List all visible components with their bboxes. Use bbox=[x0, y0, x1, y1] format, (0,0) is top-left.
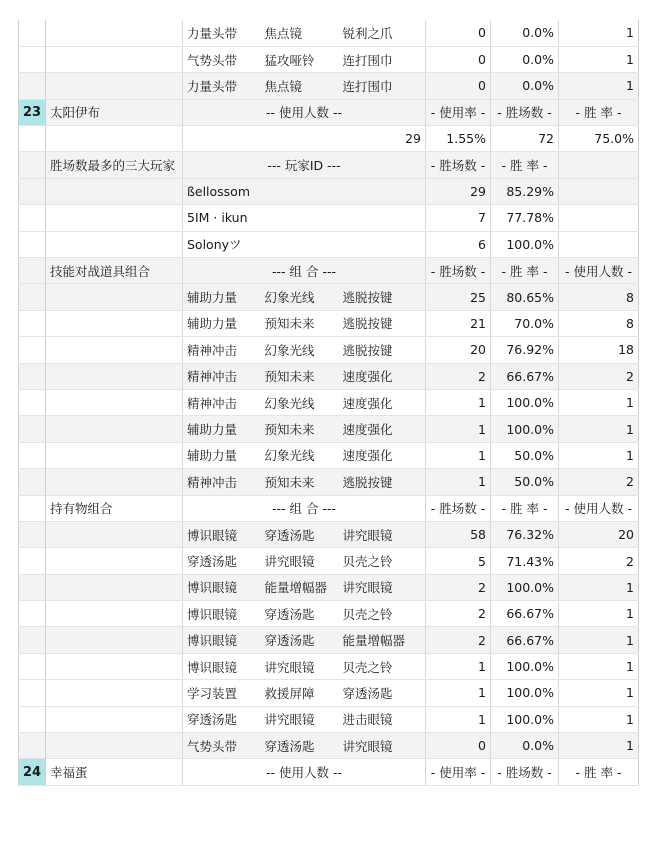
data-cell: 100.0% bbox=[491, 574, 559, 600]
item-cell: 逃脱按键 bbox=[339, 469, 426, 495]
column-header: - 使用人数 - bbox=[559, 258, 639, 284]
item-cell: 讲究眼镜 bbox=[261, 706, 339, 732]
table-row bbox=[19, 73, 639, 99]
data-cell: 1 bbox=[426, 442, 491, 468]
section-label bbox=[46, 363, 183, 389]
section-label: 技能对战道具组合 bbox=[46, 258, 183, 284]
row-number bbox=[19, 574, 46, 600]
item-cell: 学习装置 bbox=[183, 680, 261, 706]
data-cell: 58 bbox=[426, 521, 491, 547]
row-number bbox=[19, 733, 46, 759]
data-cell: 1 bbox=[559, 389, 639, 415]
column-header: - 胜场数 - bbox=[426, 152, 491, 178]
item-cell: 预知未来 bbox=[261, 469, 339, 495]
item-cell: 速度强化 bbox=[339, 416, 426, 442]
data-cell: 20 bbox=[426, 337, 491, 363]
table-row bbox=[19, 205, 639, 231]
item-cell: 焦点镜 bbox=[261, 73, 339, 99]
data-cell: 0.0% bbox=[491, 46, 559, 72]
item-cell: 精神冲击 bbox=[183, 337, 261, 363]
item-cell: 讲究眼镜 bbox=[339, 574, 426, 600]
row-number bbox=[19, 416, 46, 442]
item-cell: 预知未来 bbox=[261, 310, 339, 336]
column-header: - 胜 率 - bbox=[559, 99, 639, 125]
player-id: Solonyツ bbox=[183, 231, 426, 257]
data-cell: 1 bbox=[559, 442, 639, 468]
row-number: 23 bbox=[19, 99, 46, 125]
row-number bbox=[19, 495, 46, 521]
table-row bbox=[19, 601, 639, 627]
data-cell: 29 bbox=[426, 178, 491, 204]
data-cell: 1 bbox=[426, 680, 491, 706]
column-header: - 胜场数 - bbox=[491, 99, 559, 125]
item-cell: 气势头带 bbox=[183, 733, 261, 759]
item-cell: 速度强化 bbox=[339, 442, 426, 468]
player-id: 5IM · ikun bbox=[183, 205, 426, 231]
table-row bbox=[19, 46, 639, 72]
item-cell: 讲究眼镜 bbox=[261, 653, 339, 679]
data-cell: 5 bbox=[426, 548, 491, 574]
section-label bbox=[46, 73, 183, 99]
table-row bbox=[19, 574, 639, 600]
item-cell: 幻象光线 bbox=[261, 389, 339, 415]
item-cell: 气势头带 bbox=[183, 46, 261, 72]
section-label bbox=[46, 126, 183, 152]
row-number bbox=[19, 469, 46, 495]
data-cell: 100.0% bbox=[491, 389, 559, 415]
table-row bbox=[19, 126, 639, 152]
table-row bbox=[19, 680, 639, 706]
section-label bbox=[46, 310, 183, 336]
data-cell: 21 bbox=[426, 310, 491, 336]
data-cell: 100.0% bbox=[491, 680, 559, 706]
row-number bbox=[19, 284, 46, 310]
data-cell: 1 bbox=[426, 389, 491, 415]
table-row bbox=[19, 20, 639, 46]
row-number bbox=[19, 601, 46, 627]
item-cell: 辅助力量 bbox=[183, 310, 261, 336]
item-cell: 辅助力量 bbox=[183, 284, 261, 310]
item-cell: 幻象光线 bbox=[261, 442, 339, 468]
data-cell: 70.0% bbox=[491, 310, 559, 336]
item-cell: 博识眼镜 bbox=[183, 601, 261, 627]
column-header: - 胜 率 - bbox=[491, 258, 559, 284]
column-header bbox=[559, 152, 639, 178]
data-cell: 1 bbox=[426, 469, 491, 495]
section-label bbox=[46, 548, 183, 574]
item-cell: 连打围巾 bbox=[339, 46, 426, 72]
section-label bbox=[46, 389, 183, 415]
section-label: 胜场数最多的三大玩家 bbox=[46, 152, 183, 178]
table-row bbox=[19, 416, 639, 442]
data-cell: 1 bbox=[559, 706, 639, 732]
data-cell: 76.92% bbox=[491, 337, 559, 363]
item-cell: 精神冲击 bbox=[183, 469, 261, 495]
item-cell: 讲究眼镜 bbox=[339, 733, 426, 759]
row-number bbox=[19, 178, 46, 204]
table-row bbox=[19, 733, 639, 759]
data-cell: 0.0% bbox=[491, 73, 559, 99]
data-cell: 1 bbox=[559, 574, 639, 600]
item-cell: 辅助力量 bbox=[183, 442, 261, 468]
data-cell: 76.32% bbox=[491, 521, 559, 547]
item-cell: 逃脱按键 bbox=[339, 337, 426, 363]
data-cell: 66.67% bbox=[491, 363, 559, 389]
section-label bbox=[46, 205, 183, 231]
data-cell: 18 bbox=[559, 337, 639, 363]
table-row bbox=[19, 152, 639, 178]
data-cell: 1 bbox=[559, 73, 639, 99]
data-cell: 1 bbox=[426, 706, 491, 732]
column-header: - 胜 率 - bbox=[491, 495, 559, 521]
row-number bbox=[19, 363, 46, 389]
column-header: --- 组 合 --- bbox=[183, 258, 426, 284]
item-cell: 穿透汤匙 bbox=[261, 627, 339, 653]
row-number bbox=[19, 20, 46, 46]
data-cell: 1 bbox=[559, 20, 639, 46]
item-cell: 贝壳之铃 bbox=[339, 601, 426, 627]
row-number bbox=[19, 548, 46, 574]
data-cell: 0 bbox=[426, 73, 491, 99]
section-label: 持有物组合 bbox=[46, 495, 183, 521]
column-header: - 胜场数 - bbox=[426, 495, 491, 521]
table-row bbox=[19, 521, 639, 547]
section-label bbox=[46, 733, 183, 759]
data-cell: 66.67% bbox=[491, 601, 559, 627]
column-header: - 胜 率 - bbox=[491, 152, 559, 178]
table-row bbox=[19, 389, 639, 415]
data-cell: 75.0% bbox=[559, 126, 639, 152]
data-cell: 29 bbox=[183, 126, 426, 152]
column-header: - 胜 率 - bbox=[559, 759, 639, 785]
section-label bbox=[46, 601, 183, 627]
data-cell: 1 bbox=[559, 416, 639, 442]
data-cell: 0 bbox=[426, 733, 491, 759]
row-number bbox=[19, 653, 46, 679]
item-cell: 穿透汤匙 bbox=[183, 706, 261, 732]
data-cell bbox=[559, 178, 639, 204]
data-cell: 2 bbox=[426, 574, 491, 600]
data-cell: 72 bbox=[491, 126, 559, 152]
data-cell: 1 bbox=[559, 627, 639, 653]
row-number bbox=[19, 126, 46, 152]
section-label: 幸福蛋 bbox=[46, 759, 183, 785]
column-header: - 使用人数 - bbox=[559, 495, 639, 521]
row-number bbox=[19, 310, 46, 336]
table-row bbox=[19, 310, 639, 336]
item-cell: 辅助力量 bbox=[183, 416, 261, 442]
data-cell: 8 bbox=[559, 284, 639, 310]
column-header: --- 组 合 --- bbox=[183, 495, 426, 521]
section-label bbox=[46, 521, 183, 547]
data-cell: 1 bbox=[559, 733, 639, 759]
column-header: -- 使用人数 -- bbox=[183, 759, 426, 785]
data-cell: 0.0% bbox=[491, 733, 559, 759]
row-number bbox=[19, 521, 46, 547]
row-number bbox=[19, 706, 46, 732]
table-row bbox=[19, 627, 639, 653]
row-number: 24 bbox=[19, 759, 46, 785]
table-row bbox=[19, 759, 639, 785]
data-cell bbox=[559, 205, 639, 231]
item-cell: 锐利之爪 bbox=[339, 20, 426, 46]
section-label bbox=[46, 284, 183, 310]
item-cell: 连打围巾 bbox=[339, 73, 426, 99]
stats-sheet bbox=[18, 20, 639, 786]
data-cell: 2 bbox=[426, 601, 491, 627]
item-cell: 预知未来 bbox=[261, 416, 339, 442]
column-header: - 胜场数 - bbox=[426, 258, 491, 284]
item-cell: 幻象光线 bbox=[261, 337, 339, 363]
data-cell: 80.65% bbox=[491, 284, 559, 310]
data-cell: 0 bbox=[426, 20, 491, 46]
item-cell: 逃脱按键 bbox=[339, 310, 426, 336]
item-cell: 力量头带 bbox=[183, 73, 261, 99]
section-label bbox=[46, 337, 183, 363]
row-number bbox=[19, 442, 46, 468]
data-cell: 8 bbox=[559, 310, 639, 336]
data-cell: 85.29% bbox=[491, 178, 559, 204]
item-cell: 博识眼镜 bbox=[183, 521, 261, 547]
table-row bbox=[19, 548, 639, 574]
table-row bbox=[19, 706, 639, 732]
data-cell: 2 bbox=[559, 469, 639, 495]
row-number bbox=[19, 258, 46, 284]
item-cell: 焦点镜 bbox=[261, 20, 339, 46]
item-cell: 穿透汤匙 bbox=[261, 521, 339, 547]
section-label bbox=[46, 653, 183, 679]
data-cell: 50.0% bbox=[491, 469, 559, 495]
data-cell: 2 bbox=[426, 627, 491, 653]
item-cell: 逃脱按键 bbox=[339, 284, 426, 310]
data-cell: 1 bbox=[559, 46, 639, 72]
table-row bbox=[19, 178, 639, 204]
data-cell: 0.0% bbox=[491, 20, 559, 46]
item-cell: 博识眼镜 bbox=[183, 574, 261, 600]
data-cell: 66.67% bbox=[491, 627, 559, 653]
item-cell: 精神冲击 bbox=[183, 389, 261, 415]
section-label bbox=[46, 574, 183, 600]
row-number bbox=[19, 680, 46, 706]
item-cell: 精神冲击 bbox=[183, 363, 261, 389]
table-row bbox=[19, 495, 639, 521]
column-header: - 胜场数 - bbox=[491, 759, 559, 785]
item-cell: 穿透汤匙 bbox=[183, 548, 261, 574]
item-cell: 预知未来 bbox=[261, 363, 339, 389]
data-cell: 100.0% bbox=[491, 416, 559, 442]
data-cell: 0 bbox=[426, 46, 491, 72]
row-number bbox=[19, 205, 46, 231]
table-row bbox=[19, 337, 639, 363]
item-cell: 进击眼镜 bbox=[339, 706, 426, 732]
data-cell: 1.55% bbox=[426, 126, 491, 152]
section-label bbox=[46, 627, 183, 653]
item-cell: 速度强化 bbox=[339, 389, 426, 415]
data-cell: 1 bbox=[559, 601, 639, 627]
row-number bbox=[19, 46, 46, 72]
data-cell: 1 bbox=[559, 680, 639, 706]
section-label bbox=[46, 469, 183, 495]
data-cell: 100.0% bbox=[491, 231, 559, 257]
data-cell: 1 bbox=[426, 416, 491, 442]
row-number bbox=[19, 389, 46, 415]
section-label bbox=[46, 416, 183, 442]
item-cell: 讲究眼镜 bbox=[261, 548, 339, 574]
section-label bbox=[46, 231, 183, 257]
table-row bbox=[19, 469, 639, 495]
column-header: - 使用率 - bbox=[426, 759, 491, 785]
section-label bbox=[46, 442, 183, 468]
data-cell: 50.0% bbox=[491, 442, 559, 468]
column-header: -- 使用人数 -- bbox=[183, 99, 426, 125]
item-cell: 穿透汤匙 bbox=[339, 680, 426, 706]
row-number bbox=[19, 152, 46, 178]
item-cell: 穿透汤匙 bbox=[261, 733, 339, 759]
item-cell: 猛攻哑铃 bbox=[261, 46, 339, 72]
data-cell bbox=[559, 231, 639, 257]
item-cell: 力量头带 bbox=[183, 20, 261, 46]
data-cell: 100.0% bbox=[491, 706, 559, 732]
table-row bbox=[19, 284, 639, 310]
item-cell: 幻象光线 bbox=[261, 284, 339, 310]
section-label bbox=[46, 46, 183, 72]
item-cell: 救援屏障 bbox=[261, 680, 339, 706]
item-cell: 速度强化 bbox=[339, 363, 426, 389]
row-number bbox=[19, 73, 46, 99]
item-cell: 贝壳之铃 bbox=[339, 653, 426, 679]
item-cell: 贝壳之铃 bbox=[339, 548, 426, 574]
table-row bbox=[19, 99, 639, 125]
data-cell: 71.43% bbox=[491, 548, 559, 574]
data-cell: 2 bbox=[559, 363, 639, 389]
section-label bbox=[46, 178, 183, 204]
data-cell: 25 bbox=[426, 284, 491, 310]
table-row bbox=[19, 231, 639, 257]
section-label bbox=[46, 20, 183, 46]
player-id: ßellossom bbox=[183, 178, 426, 204]
table-row bbox=[19, 258, 639, 284]
table-row bbox=[19, 653, 639, 679]
section-label bbox=[46, 706, 183, 732]
data-cell: 1 bbox=[559, 653, 639, 679]
data-cell: 100.0% bbox=[491, 653, 559, 679]
table-row bbox=[19, 363, 639, 389]
row-number bbox=[19, 627, 46, 653]
item-cell: 博识眼镜 bbox=[183, 653, 261, 679]
item-cell: 讲究眼镜 bbox=[339, 521, 426, 547]
data-cell: 7 bbox=[426, 205, 491, 231]
row-number bbox=[19, 231, 46, 257]
data-cell: 2 bbox=[559, 548, 639, 574]
data-cell: 77.78% bbox=[491, 205, 559, 231]
item-cell: 穿透汤匙 bbox=[261, 601, 339, 627]
row-number bbox=[19, 337, 46, 363]
data-cell: 6 bbox=[426, 231, 491, 257]
item-cell: 能量增幅器 bbox=[339, 627, 426, 653]
data-cell: 2 bbox=[426, 363, 491, 389]
data-cell: 1 bbox=[426, 653, 491, 679]
table-row bbox=[19, 442, 639, 468]
sheet-body bbox=[19, 20, 639, 785]
column-header: - 使用率 - bbox=[426, 99, 491, 125]
item-cell: 博识眼镜 bbox=[183, 627, 261, 653]
data-cell: 20 bbox=[559, 521, 639, 547]
section-label bbox=[46, 680, 183, 706]
column-header: --- 玩家ID --- bbox=[183, 152, 426, 178]
item-cell: 能量增幅器 bbox=[261, 574, 339, 600]
section-label: 太阳伊布 bbox=[46, 99, 183, 125]
